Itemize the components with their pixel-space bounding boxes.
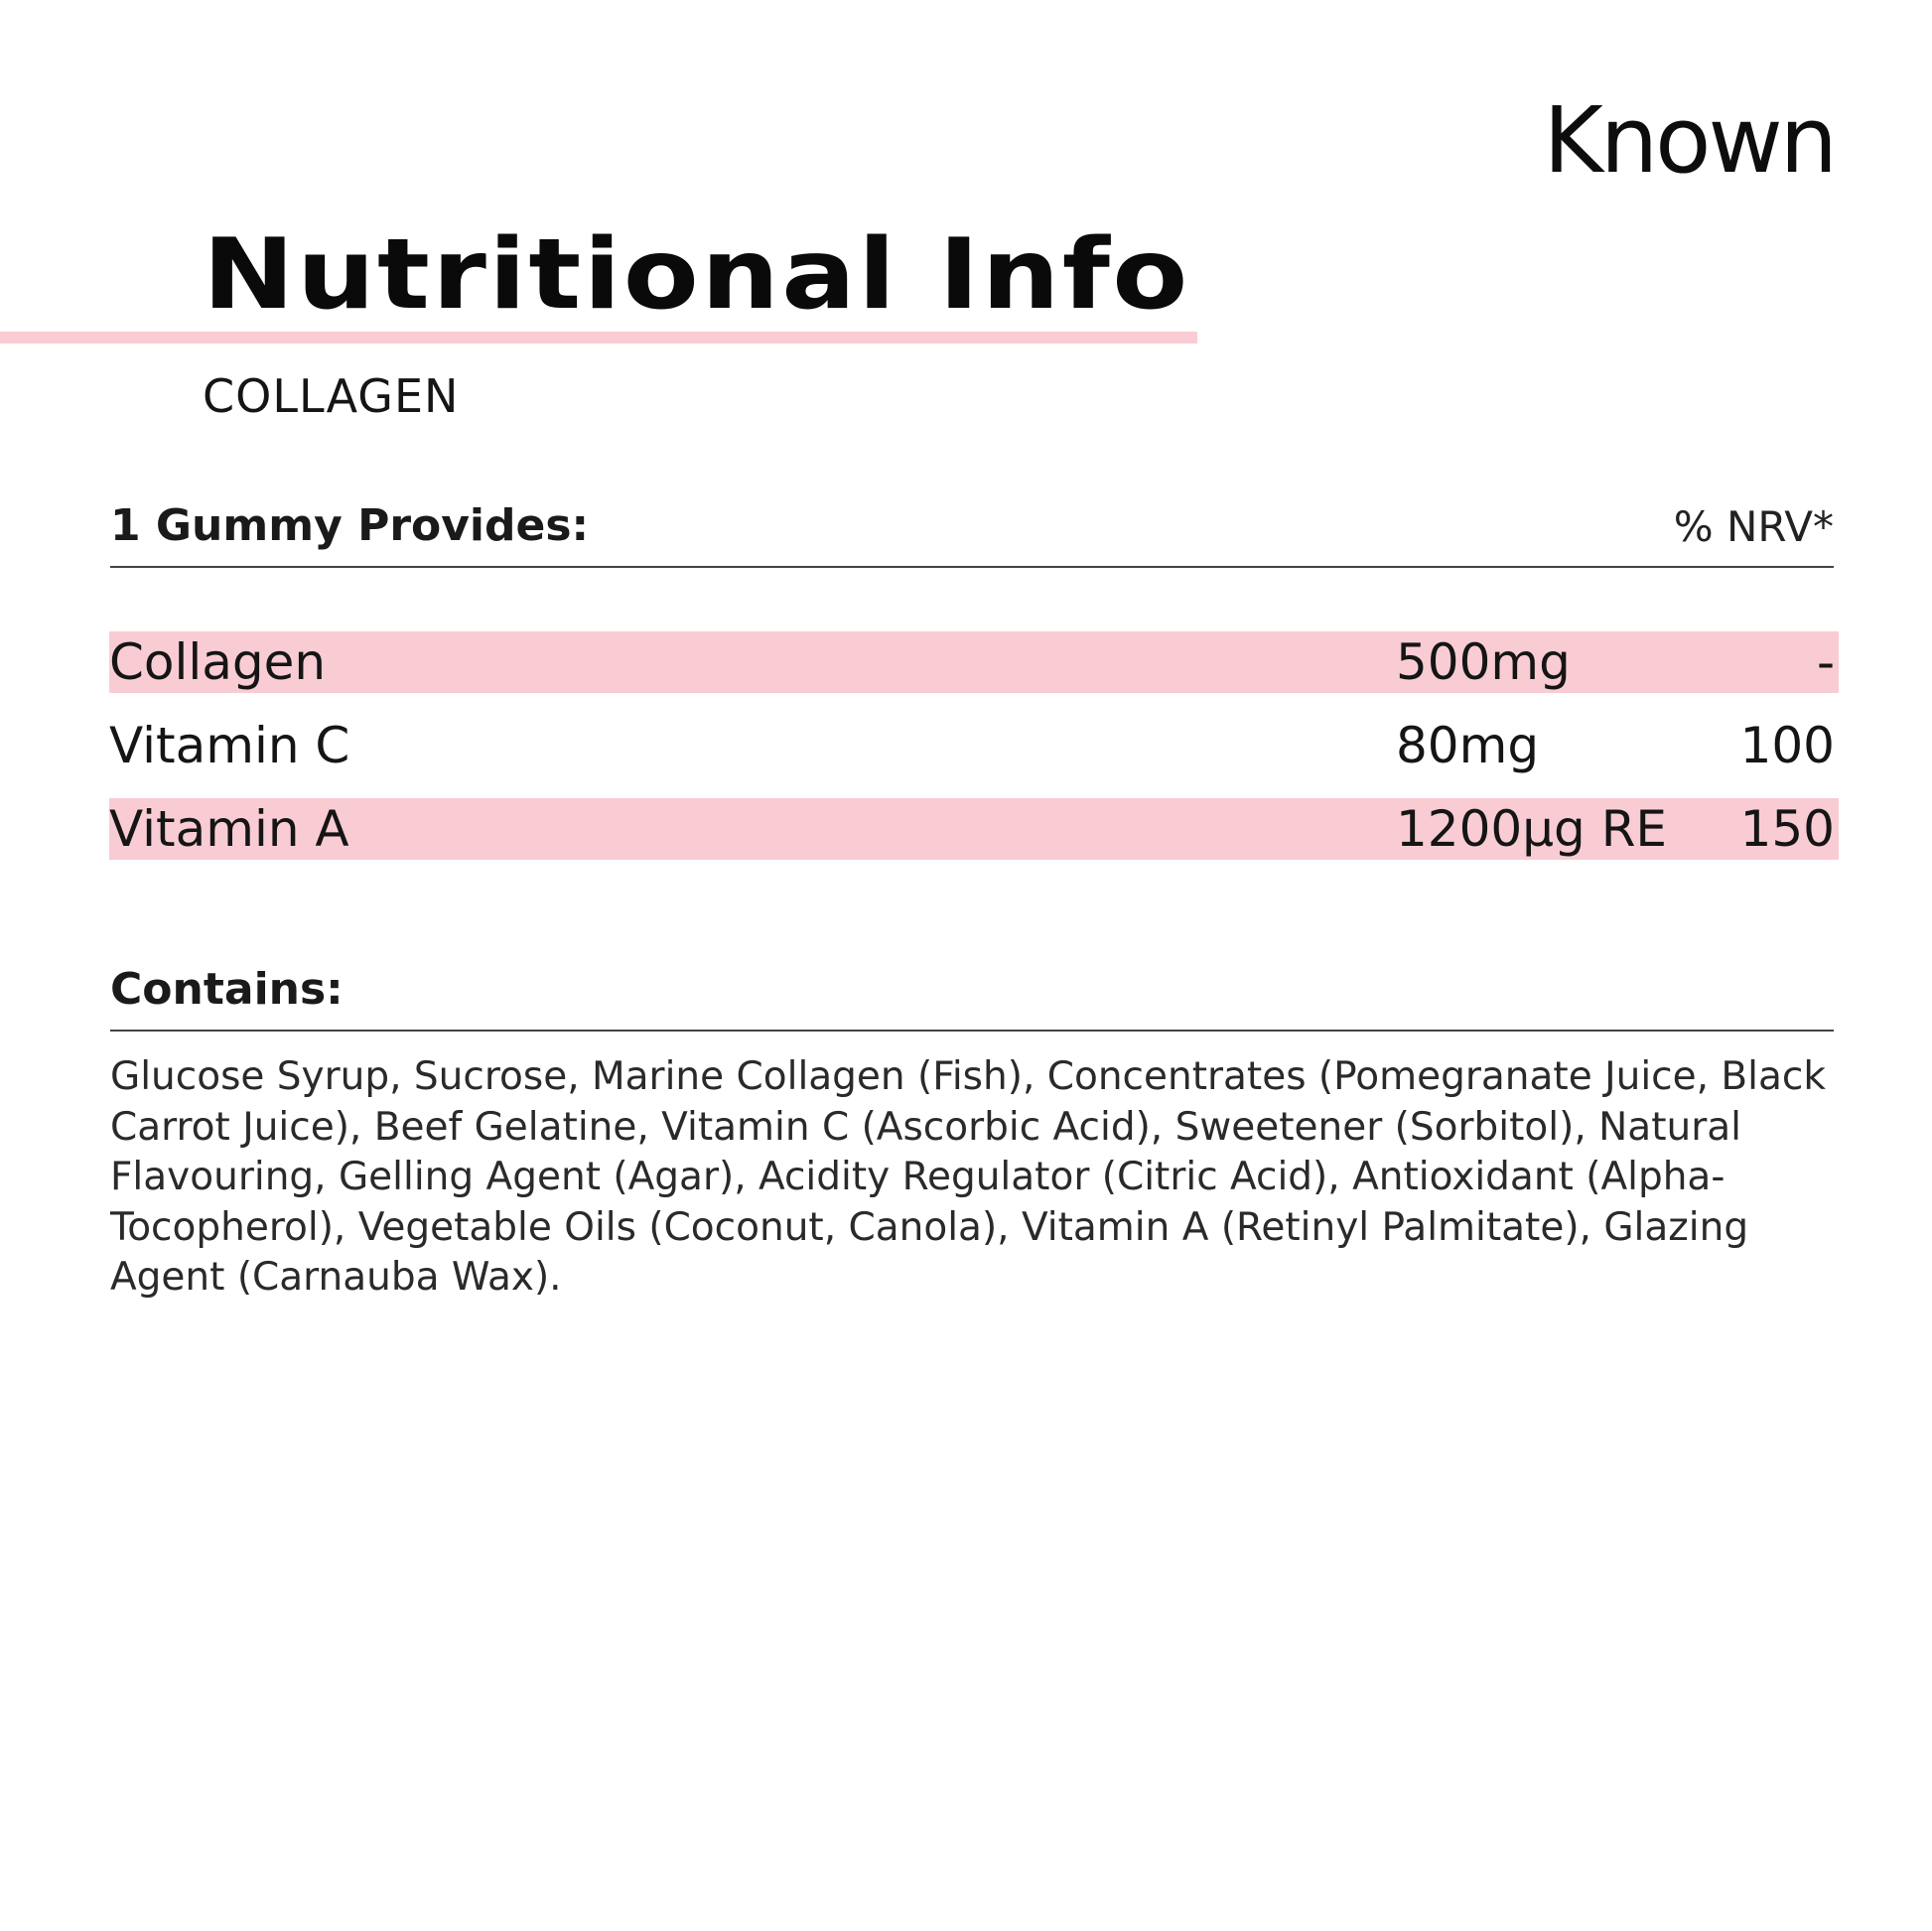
page-title: Nutritional Info [203,218,1190,332]
nutrient-name: Vitamin A [109,800,349,858]
title-underline [0,332,1197,344]
contains-label: Contains: [110,964,344,1015]
nutrient-nrv: 100 [1739,717,1835,774]
nutrient-row-vitamin-c [109,715,1839,776]
product-subtitle: COLLAGEN [203,369,460,423]
nutrient-row-vitamin-a [109,798,1839,860]
serving-label: 1 Gummy Provides: [110,500,590,551]
nutrient-amount: 1200μg RE [1396,800,1668,858]
nutrient-amount: 500mg [1396,633,1571,691]
nutrient-row-collagen [109,631,1839,693]
nutrient-nrv: - [1816,633,1835,691]
nutrient-name: Collagen [109,633,327,691]
ingredients-list: Glucose Syrup, Sucrose, Marine Collagen (Fish), Concentrates (Pomegranate Juice, Black Carrot Juice), Beef Gelatine, Vitamin C (Ascorbic Acid), Sweetener (Sorbitol), Natural Flavouring, Gelling Agent (Agar), Acidity Regulator (Citric Acid), Antioxidant (Alpha-Tocopherol), Vegetable Oils (Coconut, Canola), Vitamin A (Retinyl Palmitate), Glazing Agent (Carnauba Wax). [110,1054,1826,1300]
nutrient-amount: 80mg [1396,717,1540,774]
brand-logo: Known [1543,87,1835,194]
nrv-header: % NRV* [1673,502,1834,551]
serving-header [110,500,1834,568]
nutrient-table [109,631,1839,882]
contains-header [110,964,1834,1032]
nutrient-nrv: 150 [1739,800,1835,858]
nutrient-name: Vitamin C [109,717,350,774]
